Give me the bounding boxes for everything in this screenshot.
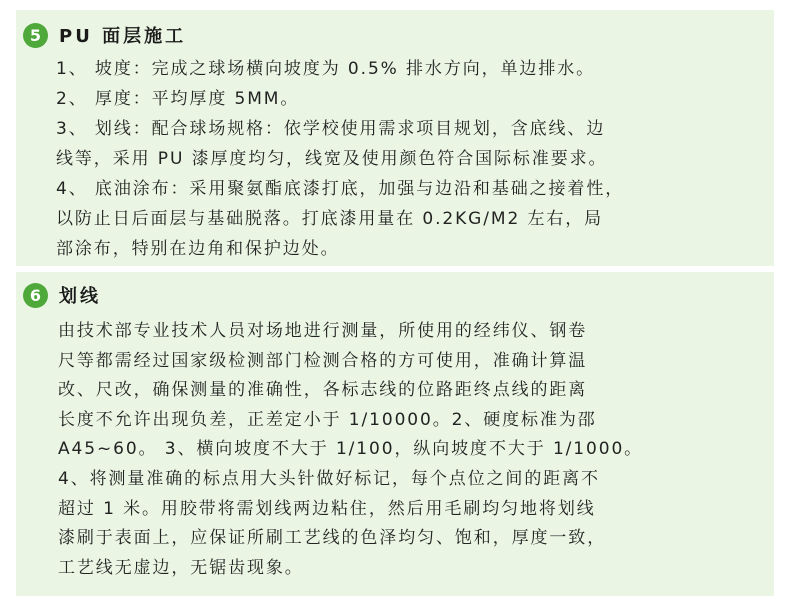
text-line: 漆刷于表面上，应保证所刷工艺线的色泽均匀、饱和，厚度一致，: [58, 528, 607, 549]
section-number-badge: 6: [23, 283, 48, 308]
text-line: 工艺线无虚边，无锯齿现象。: [58, 557, 304, 578]
text-line: 4、 底油涂布：采用聚氨酯底漆打底，加强与边沿和基础之接着性，: [56, 179, 625, 199]
section-title: PU 面层施工: [59, 26, 187, 47]
text-line: 部涂布，特别在边角和保护边处。: [56, 239, 340, 259]
text-line: 2、 厚度：平均厚度 5MM。: [56, 89, 300, 109]
text-line: 尺等都需经过国家级检测部门检测合格的方可使用，准确计算温: [58, 350, 588, 371]
section-card-6: [16, 272, 774, 596]
text-line: 由技术部专业技术人员对场地进行测量，所使用的经纬仪、钢卷: [58, 321, 588, 341]
text-line: A45~60。 3、横向坡度不大于 1/100，纵向坡度不大于 1/1000。: [58, 439, 644, 460]
text-line: 4、将测量准确的标点用大头针做好标记，每个点位之间的距离不: [58, 468, 600, 489]
text-line: 3、 划线：配合球场规格：依学校使用需求项目规划，含底线、边: [56, 119, 606, 139]
section-card-5: [16, 10, 774, 266]
section-body: [56, 54, 764, 264]
section-body: [58, 317, 764, 583]
section-header: [23, 22, 186, 48]
text-line: 以防止日后面层与基础脱落。打底漆用量在 0.2KG/M2 左右，局: [56, 209, 604, 229]
text-line: 1、 坡度：完成之球场横向坡度为 0.5% 排水方向，单边排水。: [56, 59, 596, 79]
section-header: [23, 282, 101, 308]
section-title: 划线: [59, 286, 101, 307]
section-number-badge: 5: [23, 23, 48, 48]
text-line: 超过 1 米。用胶带将需划线两边粘住，然后用毛刷均匀地将划线: [58, 498, 596, 519]
text-line: 长度不允许出现负差，正差定小于 1/10000。2、硬度标准为邵: [58, 409, 597, 430]
text-line: 改、尺改，确保测量的准确性，各标志线的位路距终点线的距离: [58, 380, 588, 401]
text-line: 线等，采用 PU 漆厚度均匀，线宽及使用颜色符合国际标准要求。: [56, 149, 608, 169]
